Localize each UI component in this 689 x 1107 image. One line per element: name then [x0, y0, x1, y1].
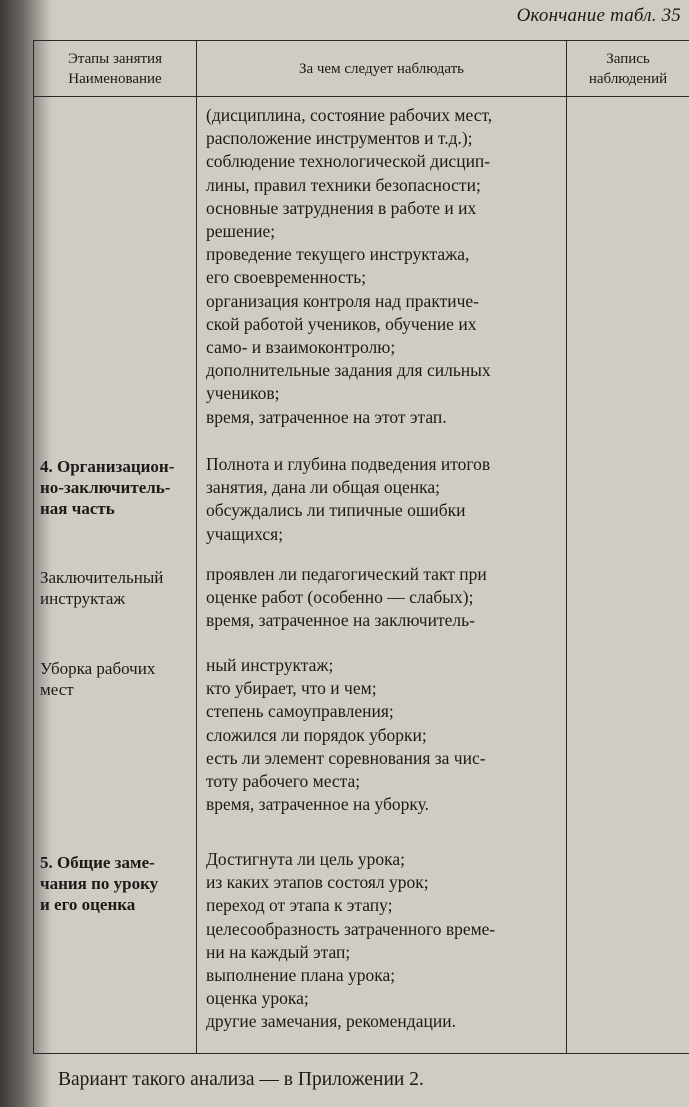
observation-line: переход от этапа к этапу; — [206, 895, 393, 916]
observation-line: степень самоуправления; — [206, 701, 394, 722]
stage-cleanup-label — [40, 658, 195, 700]
stages-column — [34, 97, 197, 1054]
observation-line: организация контроля над практиче- — [206, 290, 480, 311]
observation-line: дополнительные задания для сильных — [206, 360, 491, 381]
stage-line: но-заключитель- — [40, 478, 171, 497]
table-body-row — [34, 97, 689, 1054]
table-caption: Окончание табл. 35 — [516, 5, 681, 26]
stage-line: чания по уроку — [40, 874, 159, 893]
header-stages-line: Этапы занятия — [68, 50, 162, 67]
observation-line: обсуждались ли типичные ошибки — [206, 500, 466, 521]
stage-line: 4. Организацион- — [40, 457, 175, 476]
observation-table — [33, 40, 689, 1054]
stage-line: мест — [40, 680, 74, 699]
observation-line: есть ли элемент соревнования за чис- — [206, 747, 486, 768]
observation-line: (дисциплина, состояние рабочих мест, — [206, 105, 493, 125]
observation-line: учащихся; — [206, 523, 284, 544]
observation-block — [206, 563, 576, 633]
observation-line: его своевременность; — [206, 267, 367, 288]
observation-block — [206, 104, 576, 429]
observation-line: проведение текущего инструктажа, — [206, 244, 470, 265]
observation-line: Полнота и глубина подведения итогов — [206, 454, 491, 474]
observation-line: учеников; — [206, 383, 280, 404]
header-record-line: наблюдений — [588, 70, 668, 87]
observations-column — [197, 97, 567, 1054]
header-record — [567, 41, 689, 97]
stage-final-instruction-label — [40, 567, 195, 609]
observation-line: из каких этапов состоял урок; — [206, 872, 429, 893]
stage-line: ная часть — [40, 499, 115, 518]
observation-line: лины, правил техники безопасности; — [206, 174, 481, 195]
observation-line: оценке работ (особенно — слабых); — [206, 587, 474, 608]
observation-line: решение; — [206, 221, 276, 242]
stage-line: 5. Общие заме- — [40, 853, 155, 872]
observation-line: занятия, дана ли общая оценка; — [206, 477, 440, 498]
observation-line: ской работой учеников, обучение их — [206, 313, 477, 334]
observation-line: сложился ли порядок уборки; — [206, 724, 427, 745]
observation-line: время, затраченное на этот этап. — [206, 406, 447, 427]
stage-5-label — [40, 852, 195, 915]
observation-line: ни на каждый этап; — [206, 941, 351, 962]
stage-line: Уборка рабочих — [40, 659, 156, 678]
observation-line: время, затраченное на уборку. — [206, 794, 430, 815]
observation-line: само- и взаимоконтролю; — [206, 337, 396, 358]
records-column — [567, 97, 689, 1054]
header-record-line: Запись — [606, 50, 650, 67]
observation-line: ный инструктаж; — [206, 655, 334, 675]
stage-line: и его оценка — [40, 895, 136, 914]
observation-line: выполнение плана урока; — [206, 965, 396, 986]
stage-line: Заключительный — [40, 568, 164, 587]
observation-line: соблюдение технологической дисцип- — [206, 151, 491, 172]
observation-block — [206, 654, 576, 816]
observation-line: проявлен ли педагогический такт при — [206, 564, 487, 584]
table-header-row — [34, 41, 689, 97]
observation-line: кто убирает, что и чем; — [206, 678, 377, 699]
header-observe: За чем следует наблюдать — [197, 41, 567, 97]
observation-block — [206, 453, 576, 546]
observation-line: другие замечания, рекомендации. — [206, 1011, 456, 1032]
observation-line: основные затруднения в работе и их — [206, 197, 477, 218]
observation-line: тоту рабочего места; — [206, 771, 361, 792]
stage-line: инструктаж — [40, 589, 126, 608]
observation-line: Достигнута ли цель урока; — [206, 849, 406, 869]
header-stages — [34, 41, 197, 97]
observation-block — [206, 848, 576, 1034]
observation-line: оценка урока; — [206, 988, 309, 1009]
observation-line: целесообразность затраченного време- — [206, 918, 496, 939]
footer-text: Вариант такого анализа — в Приложении 2. — [58, 1069, 424, 1090]
observation-line: время, затраченное на заключитель- — [206, 610, 475, 631]
stage-4-label — [40, 456, 195, 519]
observation-line: расположение инструментов и т.д.); — [206, 128, 473, 149]
header-stages-line: Наименование — [68, 70, 162, 87]
